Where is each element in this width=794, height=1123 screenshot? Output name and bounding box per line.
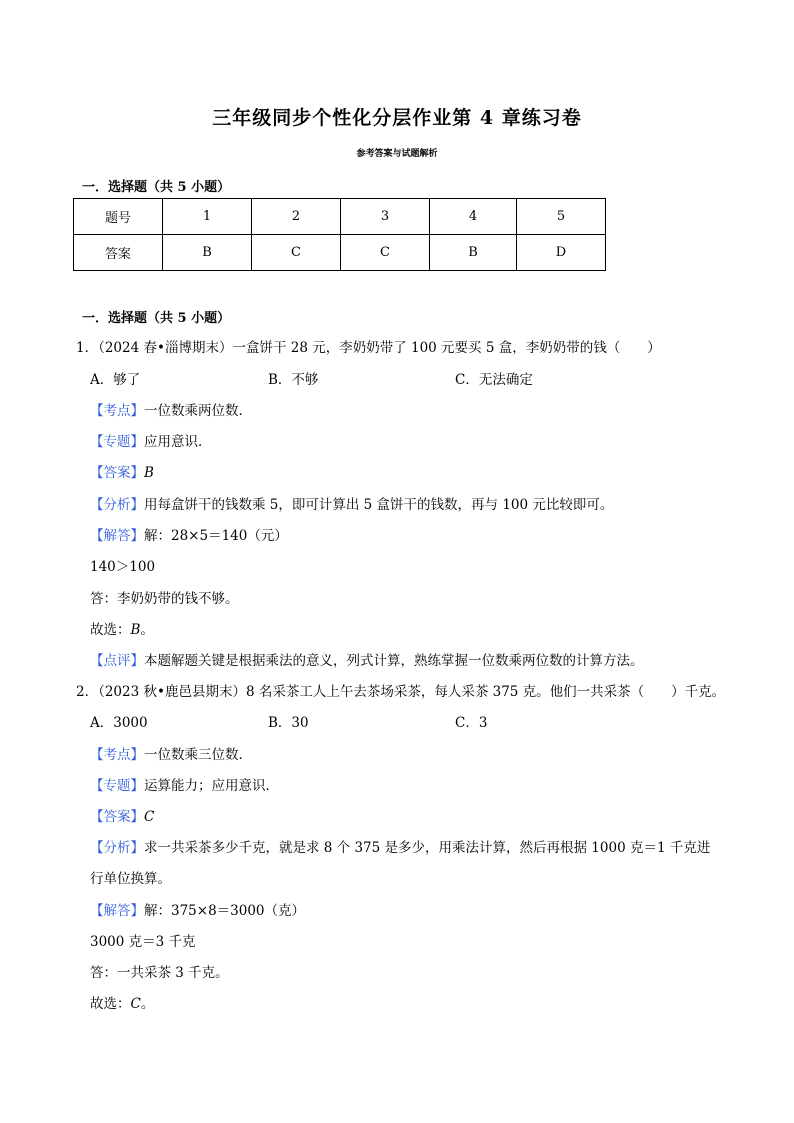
section-heading-questions: 一．选择题（共 5 小题） [82, 311, 231, 326]
q2-answer [90, 809, 154, 825]
table-row [74, 235, 606, 271]
page-subtitle: 参考答案与试题解析 [356, 149, 438, 159]
q1-zhuanti [90, 434, 212, 450]
tag-kaodian: 【考点】 [90, 747, 144, 763]
question-2-stem: 2．（2023 秋•鹿邑县期末）8 名采茶工人上午去茶场采茶，每人采茶 375 克。他们一共采茶（ ）千克。 [76, 684, 726, 700]
q2-choose-letter: C [130, 996, 141, 1012]
q2-jieda [90, 903, 305, 919]
q1-option-c: C．无法确定 [455, 372, 533, 388]
q2-jieda-text: 解：375×8＝3000（克） [144, 903, 306, 919]
q2-answer-letter: C [144, 809, 155, 825]
table-row [74, 199, 606, 235]
q1-answer-letter: B [144, 465, 154, 481]
q2-solution-line2: 3000 克＝3 千克 [90, 934, 196, 950]
answer-table [73, 198, 606, 271]
q1-zhuanti-text: 应用意识． [144, 434, 212, 450]
tag-kaodian: 【考点】 [90, 403, 144, 419]
q1-fenxi-text: 用每盒饼干的钱数乘 5，即可计算出 5 盒饼干的钱数，再与 100 元比较即可。 [144, 497, 614, 513]
q1-solution-line2: 140＞100 [90, 559, 156, 575]
table-cell: 3 [341, 199, 430, 235]
table-cell: D [517, 235, 606, 271]
table-cell: B [430, 235, 517, 271]
q1-jieda [90, 528, 288, 544]
question-1-stem: 1．（2024 春•淄博期末）一盒饼干 28 元，李奶奶带了 100 元要买 5 盒，李奶奶带的钱（ ） [76, 340, 661, 356]
table-cell: 1 [163, 199, 252, 235]
q2-choose [90, 996, 154, 1012]
q2-option-c: C．3 [455, 715, 488, 731]
q2-choose-suffix: 。 [140, 996, 155, 1012]
tag-fenxi: 【分析】 [90, 497, 144, 513]
table-cell: C [252, 235, 341, 271]
page-title: 三年级同步个性化分层作业第 4 章练习卷 [212, 107, 582, 129]
q1-dianping [90, 653, 644, 669]
table-cell: 2 [252, 199, 341, 235]
q2-zhuanti [90, 778, 279, 794]
q1-option-a: A．够了 [90, 372, 141, 388]
q1-jieda-text: 解：28×5＝140（元） [144, 528, 288, 544]
q2-fenxi-text-1: 求一共采茶多少千克，就是求 8 个 375 是多少，用乘法计算，然后再根据 1000 克＝1 千克进 [144, 840, 711, 856]
q2-option-b: B．30 [268, 715, 309, 731]
q2-solution-line3: 答：一共采茶 3 千克。 [90, 965, 229, 981]
q2-choose-prefix: 故选： [90, 996, 131, 1012]
q2-fenxi [90, 840, 710, 856]
table-cell: 4 [430, 199, 517, 235]
table-cell: 题号 [74, 199, 163, 235]
tag-zhuanti: 【专题】 [90, 434, 144, 450]
table-cell: B [163, 235, 252, 271]
tag-zhuanti: 【专题】 [90, 778, 144, 794]
q2-option-a: A．3000 [90, 715, 148, 731]
tag-jieda: 【解答】 [90, 528, 144, 544]
q1-choose [90, 622, 154, 638]
q1-choose-suffix: 。 [140, 622, 154, 638]
tag-daan: 【答案】 [90, 465, 144, 481]
q1-option-b: B．不够 [268, 372, 319, 388]
q1-kaodian-text: 一位数乘两位数． [144, 403, 252, 419]
table-cell: 答案 [74, 235, 163, 271]
q2-kaodian [90, 747, 252, 763]
tag-jieda: 【解答】 [90, 903, 144, 919]
tag-fenxi: 【分析】 [90, 840, 144, 856]
q1-choose-letter: B [130, 622, 141, 638]
table-cell: C [341, 235, 430, 271]
tag-daan: 【答案】 [90, 809, 144, 825]
q2-kaodian-text: 一位数乘三位数． [144, 747, 252, 763]
q2-zhuanti-text: 运算能力；应用意识． [144, 778, 279, 794]
table-cell: 5 [517, 199, 606, 235]
q1-answer [90, 465, 154, 481]
q1-dianping-text: 本题解题关键是根据乘法的意义，列式计算，熟练掌握一位数乘两位数的计算方法。 [144, 653, 644, 669]
q2-fenxi-line2: 行单位换算。 [90, 871, 171, 887]
q1-solution-line3: 答：李奶奶带的钱不够。 [90, 591, 239, 607]
section-heading-answers: 一．选择题（共 5 小题） [82, 180, 231, 195]
q1-fenxi [90, 497, 613, 513]
q1-kaodian [90, 403, 252, 419]
q1-choose-prefix: 故选： [90, 622, 131, 638]
tag-dianping: 【点评】 [90, 653, 144, 669]
